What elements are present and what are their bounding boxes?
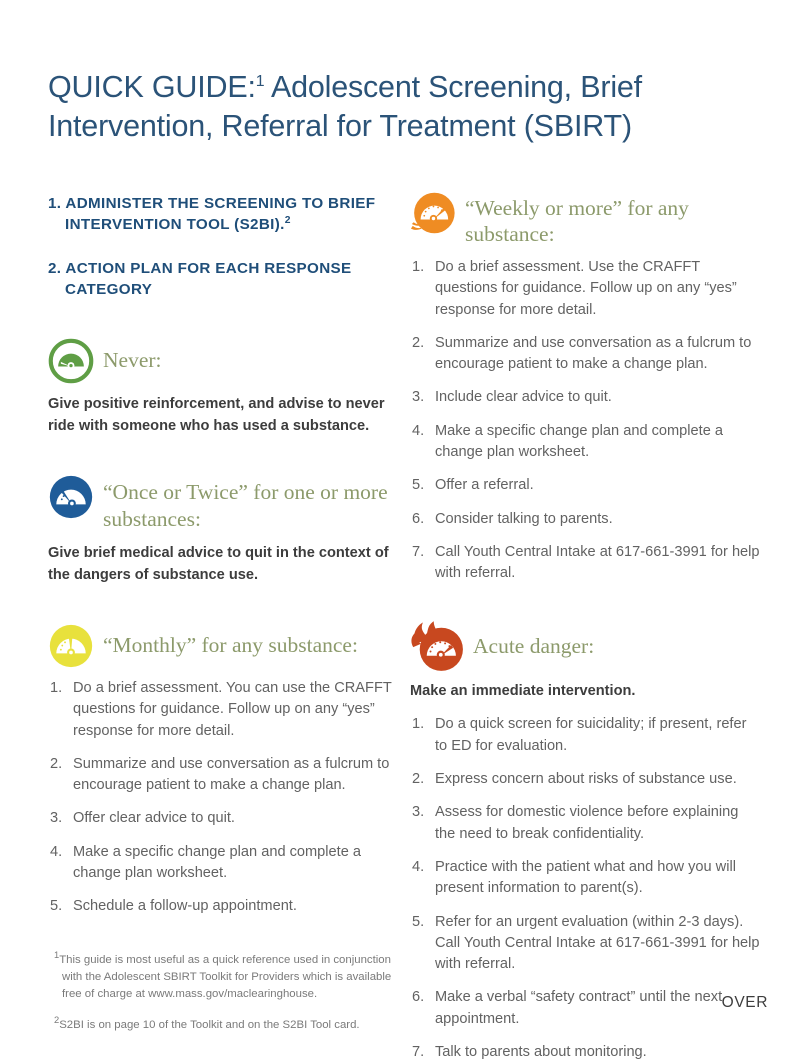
category-weekly-or-more: [410, 193, 762, 585]
list-item: Talk to parents about monitoring.: [435, 1044, 647, 1061]
category-acute-danger-lead: Make an immediate intervention.: [410, 682, 636, 699]
list-item: Make a verbal “safety contract” until the next appointment.: [435, 989, 723, 1027]
left-column: [48, 193, 400, 1063]
step-2-heading: [48, 258, 400, 301]
category-monthly-header: [48, 626, 400, 669]
list-item: Express concern about risks of substance use.: [435, 771, 737, 788]
category-once-or-twice-title: “Once or Twice” for one or more substances:: [103, 480, 388, 531]
list-item: Make a specific change plan and complete a change plan worksheet.: [73, 843, 361, 882]
footnote-2-text: S2BI is on page 10 of the Toolkit and on the S2BI Tool card.: [59, 1018, 360, 1031]
footnote-1-text: This guide is most useful as a quick reference used in conjunction with the Adolescent SBIRT Toolkit for Providers which is available free of charge at www.mass.gov/maclearinghouse.: [59, 953, 392, 1001]
page-title-footnote-marker: 1: [255, 72, 265, 90]
category-acute-danger-header: [410, 627, 762, 672]
right-column: [410, 193, 762, 1063]
category-once-or-twice: [48, 477, 400, 586]
page-title-rest: Adolescent Screening, Brief: [264, 70, 642, 104]
list-item: Refer for an urgent evaluation (within 2-3 days). Call Youth Central Intake at 617-661-3991 for help with referral.: [435, 913, 760, 973]
list-item: Do a brief assessment. You can use the CRAFFT questions for guidance. Follow up on any “yes” response for more detail.: [73, 680, 392, 739]
list-item: Do a brief assessment. Use the CRAFFT questions for guidance. Follow up on any “yes” response for more detail.: [435, 259, 737, 318]
footnote-2: [54, 1014, 400, 1034]
list-item: Include clear advice to quit.: [435, 389, 612, 406]
category-weekly-or-more-list: [410, 257, 762, 585]
content-columns: [48, 193, 760, 1063]
list-item: Make a specific change plan and complete a change plan worksheet.: [435, 422, 723, 461]
gauge-weekly-icon: [410, 190, 456, 236]
category-acute-danger-title: Acute danger:: [473, 633, 595, 658]
footnote-1: [54, 949, 400, 1004]
category-never-header: [48, 341, 400, 384]
step-1-number: 1.: [48, 194, 62, 212]
category-never-title: Never:: [103, 348, 162, 372]
footnotes: [48, 949, 400, 1034]
list-item: Offer a referral.: [435, 477, 534, 494]
step-1-heading: [48, 193, 400, 236]
list-item: Summarize and use conversation as a fulcrum to encourage patient to make a change plan.: [73, 755, 390, 794]
list-item: Schedule a follow-up appointment.: [73, 898, 297, 915]
list-item: Do a quick screen for suicidality; if present, refer to ED for evaluation.: [435, 716, 747, 754]
category-monthly-title: “Monthly” for any substance:: [103, 633, 358, 657]
page-title-line2: Intervention, Referral for Treatment (SBIRT): [48, 109, 632, 144]
list-item: Summarize and use conversation as a fulcrum to encourage patient to make a change plan.: [435, 334, 752, 373]
list-item: Call Youth Central Intake at 617-661-3991 for help with referral.: [435, 543, 760, 582]
over-label: OVER: [721, 994, 768, 1011]
page-title: [48, 68, 748, 147]
category-monthly-list: [48, 678, 400, 918]
footnote-1-marker: 1: [54, 949, 60, 960]
category-never-body: Give positive reinforcement, and advise to never ride with someone who has used a substance.: [48, 396, 385, 435]
category-once-or-twice-body: Give brief medical advice to quit in the context of the dangers of substance use.: [48, 544, 389, 583]
gauge-monthly-icon: [48, 623, 94, 669]
list-item: Assess for domestic violence before explaining the need to break confidentiality.: [435, 804, 739, 842]
step-2-text: ACTION PLAN FOR EACH RESPONSE CATEGORY: [65, 259, 352, 299]
footnote-2-marker: 2: [54, 1014, 60, 1025]
list-item: Offer clear advice to quit.: [73, 810, 235, 827]
gauge-acute-danger-icon: [410, 618, 464, 672]
category-acute-danger: [410, 627, 762, 1063]
category-acute-danger-list: [410, 714, 762, 1063]
step-2-number: 2.: [48, 259, 62, 277]
page-title-main: QUICK GUIDE:: [48, 70, 256, 104]
category-never: [48, 341, 400, 437]
category-once-or-twice-header: [48, 477, 400, 532]
category-weekly-or-more-title: “Weekly or more” for any substance:: [465, 195, 689, 247]
gauge-once-or-twice-icon: [48, 474, 94, 520]
category-weekly-or-more-header: [410, 193, 762, 248]
list-item: Practice with the patient what and how you will present information to parent(s).: [435, 858, 736, 897]
list-item: Consider talking to parents.: [435, 510, 613, 527]
step-1-footnote-marker: 2: [284, 215, 291, 227]
step-1-text: ADMINISTER THE SCREENING TO BRIEF INTERVENTION TOOL (S2BI).: [65, 194, 376, 234]
category-monthly: [48, 626, 400, 918]
gauge-never-icon: [48, 338, 94, 384]
